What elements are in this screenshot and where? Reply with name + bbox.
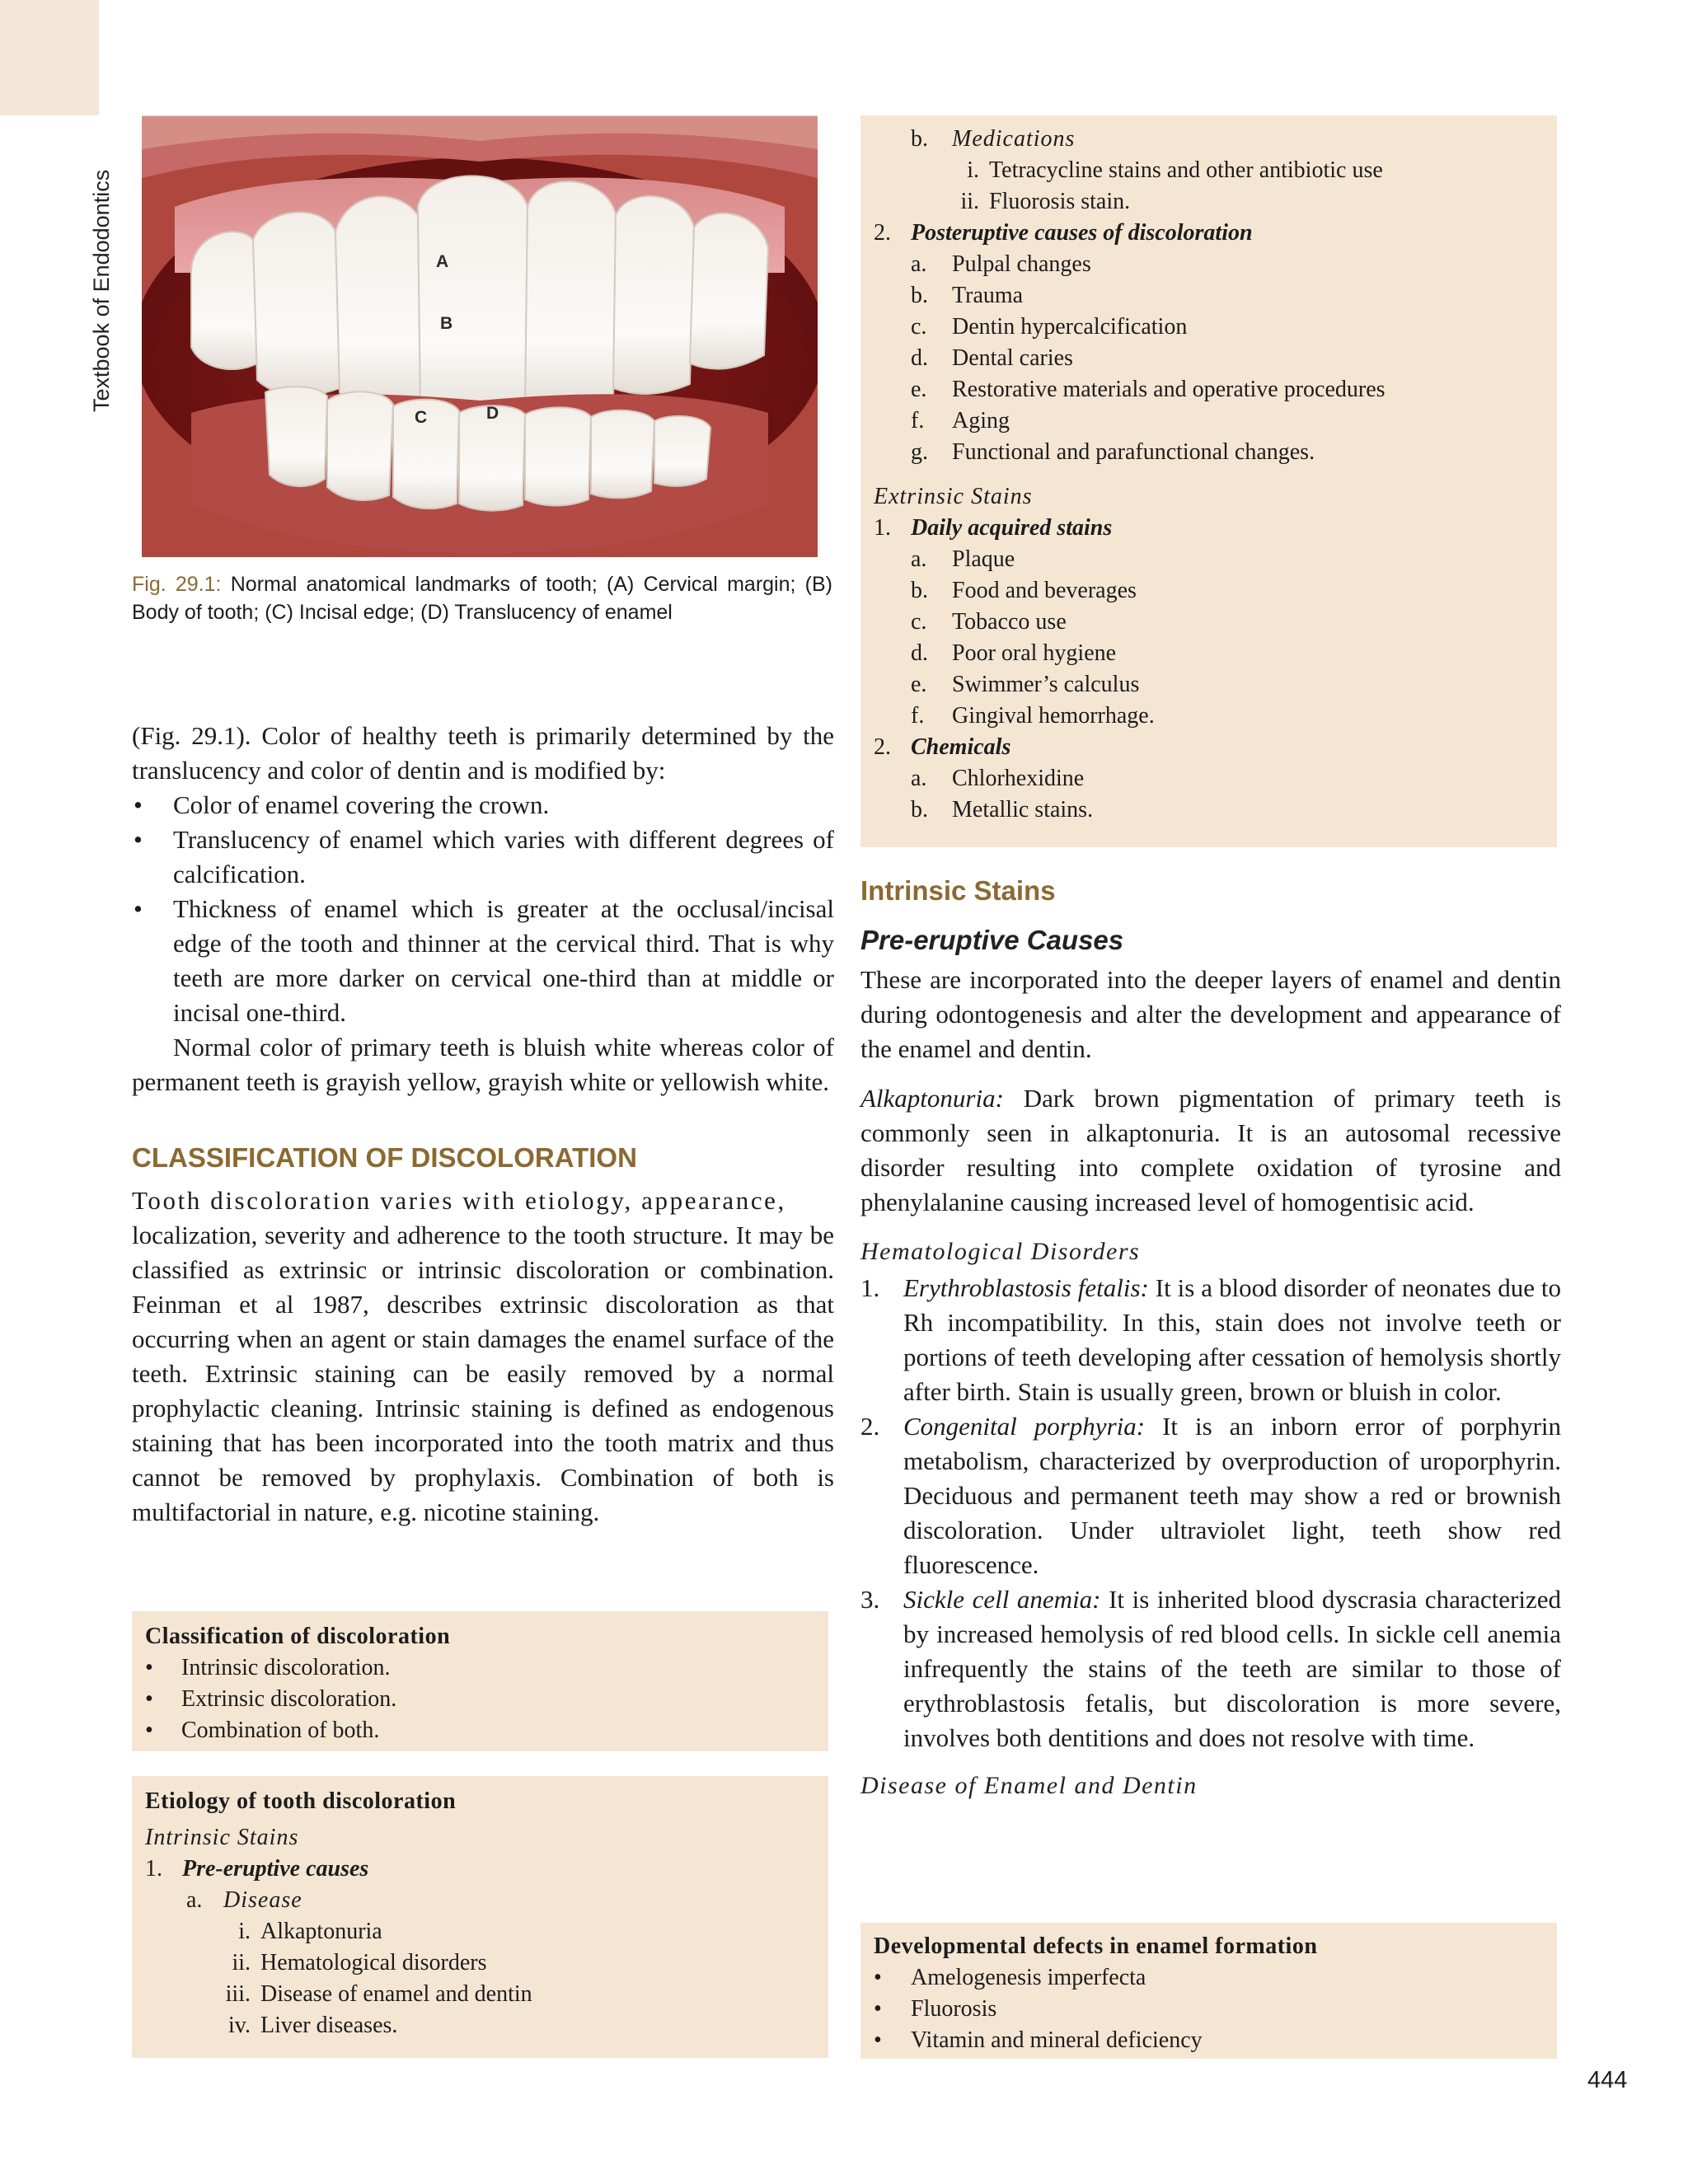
classification-box-title: Classification of discoloration: [145, 1624, 451, 1649]
classification-paragraph-line1: Tooth discoloration varies with etiology, appearance,: [132, 1186, 786, 1215]
teeth-illustration: [142, 116, 818, 557]
etiology-box-title: Etiology of tooth discoloration: [145, 1788, 457, 1814]
mark-c: C: [415, 408, 428, 427]
list-item: 2. Congenital porphyria: It is an inborn error of porphyrin metabolism, characterized by overproduction of uroporphyrin. Deciduous and permanent teeth may show a red or brownish discoloration. Under ultraviolet light, teeth show red fluorescence.: [860, 1412, 1562, 1579]
list-item: • Thickness of enamel which is greater at the occlusal/incisal edge of the tooth and thinner at the cervical third. That is why teeth are more darker on cervical one-third than at middle or incisal one-third.: [132, 892, 834, 1030]
figure-label: Fig. 29.1:: [132, 573, 222, 596]
list-item: • Amelogenesis imperfecta: [874, 1965, 1146, 1990]
list-item: 1. Pre-eruptive causes: [145, 1856, 369, 1882]
developmental-box-title: Developmental defects in enamel formation: [874, 1933, 1318, 1959]
list-item: b. Trauma: [911, 283, 1024, 308]
list-item: iv. Liver diseases.: [228, 2013, 398, 2038]
list-item: a. Plaque: [911, 546, 1015, 572]
normal-color-paragraph: Normal color of primary teeth is bluish white whereas color of permanent teeth is grayish yellow, grayish white or yellowish white.: [132, 1033, 834, 1096]
list-item: • Translucency of enamel which varies with different degrees of calcification.: [132, 823, 834, 892]
list-item: b. Medications: [911, 126, 1076, 152]
list-item: • Extrinsic discoloration.: [145, 1686, 397, 1712]
list-item: g. Functional and parafunctional changes.: [911, 439, 1315, 465]
mark-a: A: [436, 252, 449, 271]
pre-eruptive-heading: Pre-eruptive Causes: [860, 925, 1124, 955]
list-item: • Color of enamel covering the crown.: [132, 788, 834, 823]
pre-eruptive-paragraph: These are incorporated into the deeper layers of enamel and dentin during odontogenesis and alter the development and appearance of the enamel and dentin.: [860, 965, 1561, 1063]
list-item: ii. Hematological disorders: [232, 1950, 487, 1975]
enamel-dentin-heading: Disease of Enamel and Dentin: [860, 1772, 1198, 1799]
list-item: i. Alkaptonuria: [238, 1919, 382, 1944]
list-item: b. Metallic stains.: [911, 797, 1094, 823]
list-item: f. Gingival hemorrhage.: [911, 703, 1155, 729]
hematological-heading: Hematological Disorders: [860, 1238, 1141, 1265]
figure-caption-text: Normal anatomical landmarks of tooth; (A) Cervical margin; (B) Body of tooth; (C) Incisal edge; (D) Translucency of enamel: [132, 573, 832, 624]
modifier-list: [132, 788, 834, 1030]
list-item: d. Dental caries: [911, 345, 1073, 371]
list-item: a. Disease: [186, 1887, 302, 1913]
classification-paragraph: localization, severity and adherence to the tooth structure. It may be classified as extrinsic or intrinsic discoloration or combination. Feinman et al 1987, describes extrinsic discoloration as that occurring when an agent or stain damages the enamel surface of the teeth. Extrinsic staining can be easily removed by a normal prophylactic cleaning. Intrinsic staining is defined as endogenous staining that has been incorporated into the tooth matrix and thus cannot be removed by prophylaxis. Combination of both is multifactorial in nature, e.g. nicotine staining.: [132, 1221, 834, 1526]
list-item: a. Chlorhexidine: [911, 766, 1085, 791]
list-item: e. Swimmer’s calculus: [911, 672, 1140, 697]
list-item: 1. Daily acquired stains: [874, 515, 1113, 541]
list-item: • Fluorosis: [874, 1996, 997, 2022]
list-item: ii. Fluorosis stain.: [960, 189, 1131, 214]
alkaptonuria-paragraph: Alkaptonuria: Dark brown pigmentation of primary teeth is commonly seen in alkaptonuria. It is an autosomal recessive disorder resulting into complete oxidation of tyrosine and phenylalanine causing increased level of homogentisic acid.: [860, 1084, 1562, 1216]
corner-tab: [0, 0, 99, 115]
list-item: 3. Sickle cell anemia: It is inherited blood dyscrasia characterized by increased hemolysis of red blood cells. In sickle cell anemia infrequently the stains of the teeth are similar to those of erythroblastosis fetalis, but discoloration is more severe, involves both dentitions and does not resolve with time.: [860, 1585, 1561, 1752]
intrinsic-stains-heading: Intrinsic Stains: [860, 875, 1056, 906]
list-item: • Combination of both.: [145, 1718, 380, 1743]
list-item: a. Pulpal changes: [911, 251, 1091, 277]
classification-heading: CLASSIFICATION OF DISCOLORATION: [132, 1142, 637, 1173]
extrinsic-stains-label: Extrinsic Stains: [874, 484, 1033, 509]
hematological-list: [860, 1271, 1561, 1755]
developmental-defects-box: [860, 1923, 1557, 2059]
list-item: 2. Posteruptive causes of discoloration: [874, 220, 1253, 246]
mark-d: D: [486, 404, 499, 423]
list-item: • Intrinsic discoloration.: [145, 1655, 391, 1680]
list-item: 2. Chemicals: [874, 734, 1011, 760]
list-item: d. Poor oral hygiene: [911, 640, 1117, 666]
figure-caption: [132, 570, 832, 626]
running-head: Textbook of Endodontics: [89, 169, 114, 412]
etiology-box-part2: [860, 115, 1557, 847]
list-item: 1. Erythroblastosis fetalis: It is a blood disorder of neonates due to Rh incompatibility. In this, stain does not involve teeth or portions of teeth developing after cessation of hemolysis shortly after birth. Stain is usually green, brown or bluish in color.: [860, 1273, 1562, 1406]
left-column: [132, 719, 834, 1530]
etiology-box-part1: [132, 1776, 828, 2058]
page-number: 444: [1587, 2067, 1628, 2093]
teeth-photo: [142, 115, 818, 557]
intrinsic-stains-label: Intrinsic Stains: [145, 1825, 299, 1850]
list-item: b. Food and beverages: [911, 578, 1137, 603]
classification-box: [132, 1611, 828, 1751]
list-item: iii. Disease of enamel and dentin: [225, 1981, 532, 2007]
list-item: i. Tetracycline stains and other antibiotic use: [967, 157, 1383, 183]
list-item: • Vitamin and mineral deficiency: [874, 2027, 1203, 2053]
list-item: c. Dentin hypercalcification: [911, 314, 1188, 340]
list-item: f. Aging: [911, 408, 1010, 434]
right-column: [860, 875, 1561, 1800]
mark-b: B: [440, 314, 453, 333]
list-item: e. Restorative materials and operative procedures: [911, 377, 1386, 402]
intro-paragraph: (Fig. 29.1). Color of healthy teeth is primarily determined by the translucency and color of dentin and is modified by:: [132, 721, 834, 785]
list-item: c. Tobacco use: [911, 609, 1067, 635]
